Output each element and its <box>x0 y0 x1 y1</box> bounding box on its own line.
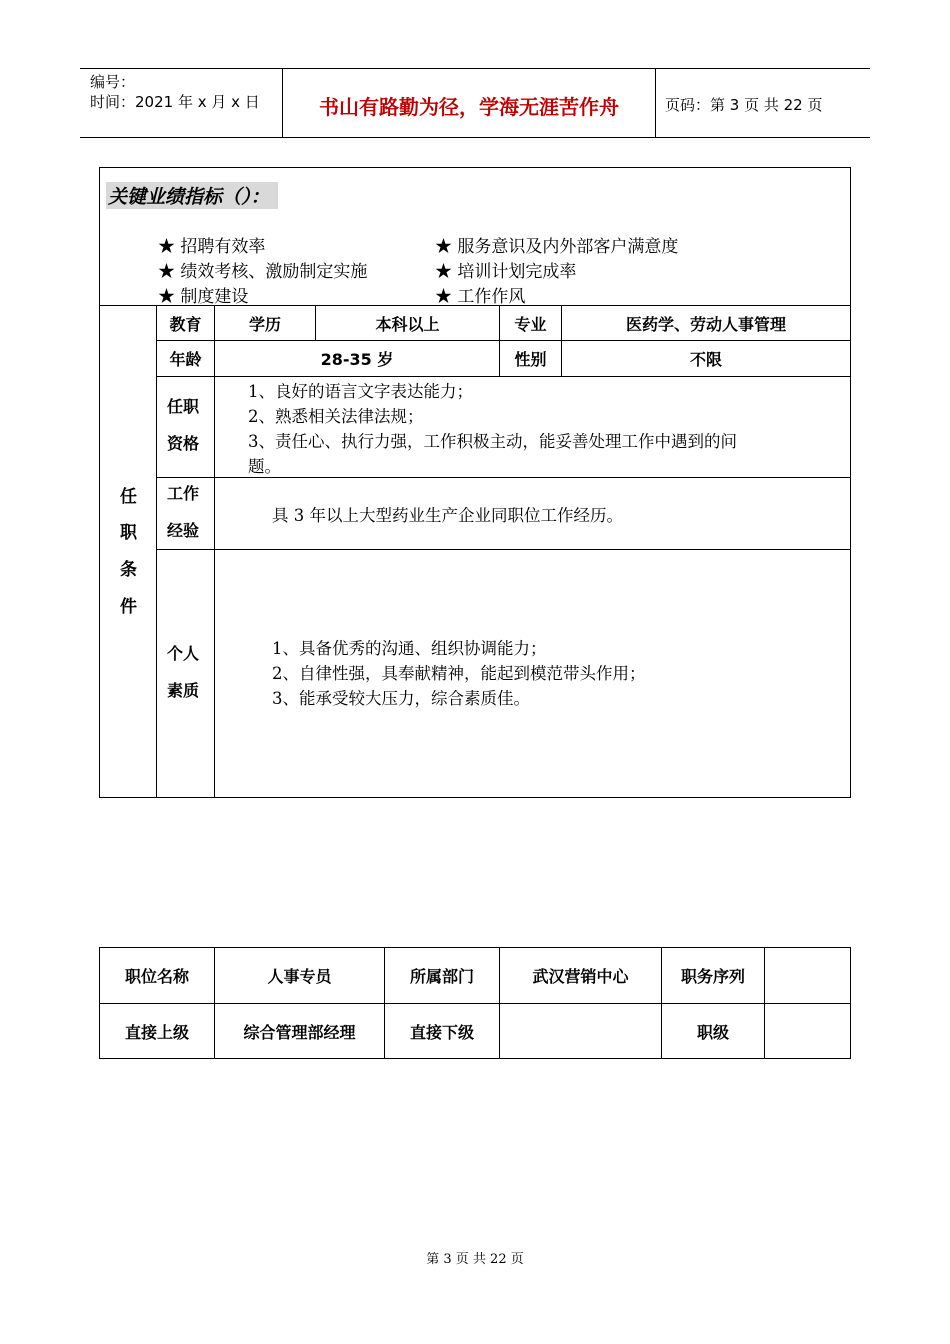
major-value: 医药学、劳动人事管理 <box>625 314 786 334</box>
job-sequence-value <box>765 948 850 1003</box>
kpi-title: 关键业绩指标（）： <box>106 182 278 209</box>
subordinate-value <box>500 1004 661 1058</box>
header-motto-cell <box>282 69 656 137</box>
quality-label: 素质 <box>167 681 200 700</box>
motto: 书山有路勤为径，学海无涯苦作舟 <box>319 95 619 119</box>
quality-line: 3、能承受较大压力，综合素质佳。 <box>272 689 530 708</box>
department-value: 武汉营销中心 <box>532 967 629 986</box>
kpi-item: ★ 培训计划完成率 <box>435 262 577 282</box>
experience-label: 工作 <box>167 484 200 503</box>
degree-value: 本科以上 <box>375 314 440 334</box>
experience-label: 经验 <box>167 521 200 540</box>
job-level-value <box>765 1004 850 1058</box>
gender-value: 不限 <box>689 350 722 369</box>
gender-label: 性别 <box>514 350 547 369</box>
section-label-char: 任 <box>120 487 137 507</box>
header-meta <box>80 69 282 137</box>
position-name-value: 人事专员 <box>267 967 332 986</box>
number-label: 编号： <box>90 73 136 91</box>
kpi-item: ★ 绩效考核、激励制定实施 <box>158 262 368 282</box>
quality-line: 1、具备优秀的沟通、组织协调能力； <box>272 639 547 658</box>
qualification-line: 3、责任心、执行力强，工作积极主动，能妥善处理工作中遇到的问 <box>248 432 737 451</box>
age-value: 28-35 岁 <box>320 350 394 369</box>
qualification-label: 资格 <box>167 434 200 453</box>
section-label-char: 条 <box>120 560 137 580</box>
experience-value: 具 3 年以上大型药业生产企业同职位工作经历。 <box>272 506 623 525</box>
major-label: 专业 <box>514 314 547 334</box>
kpi-item: ★ 服务意识及内外部客户满意度 <box>435 237 679 257</box>
qualification-label: 任职 <box>167 397 200 416</box>
section-label-char: 职 <box>120 523 137 543</box>
qualification-line: 1、良好的语言文字表达能力； <box>248 382 473 401</box>
qualification-line: 题。 <box>248 457 281 476</box>
subordinate-label: 直接下级 <box>409 1022 474 1042</box>
position-info-table <box>99 947 851 1059</box>
department-label: 所属部门 <box>409 967 474 986</box>
supervisor-value: 综合管理部经理 <box>243 1022 356 1042</box>
degree-label: 学历 <box>248 314 281 334</box>
age-label: 年龄 <box>169 350 202 369</box>
quality-label: 个人 <box>167 644 200 663</box>
quality-line: 2、自律性强，具奉献精神，能起到模范带头作用； <box>272 664 646 683</box>
kpi-item: ★ 制度建设 <box>158 287 249 307</box>
time-label: 时间：2021 年 x 月 x 日 <box>90 93 260 111</box>
job-sequence-label: 职务序列 <box>680 967 745 986</box>
position-name-label: 职位名称 <box>124 967 189 986</box>
qualification-line: 2、熟悉相关法律法规； <box>248 407 424 426</box>
section-label-char: 件 <box>120 597 137 617</box>
education-label: 教育 <box>169 314 202 334</box>
supervisor-label: 直接上级 <box>124 1022 189 1042</box>
page-header <box>80 68 870 138</box>
page-footer: 第 3 页 共 22 页 <box>426 1252 524 1267</box>
job-level-label: 职级 <box>696 1022 729 1042</box>
kpi-item: ★ 工作作风 <box>435 287 526 307</box>
job-requirements-table <box>99 167 851 798</box>
header-page-cell <box>655 69 870 137</box>
kpi-item: ★ 招聘有效率 <box>158 237 266 257</box>
page-label: 页码：第 3 页 共 22 页 <box>665 96 823 114</box>
